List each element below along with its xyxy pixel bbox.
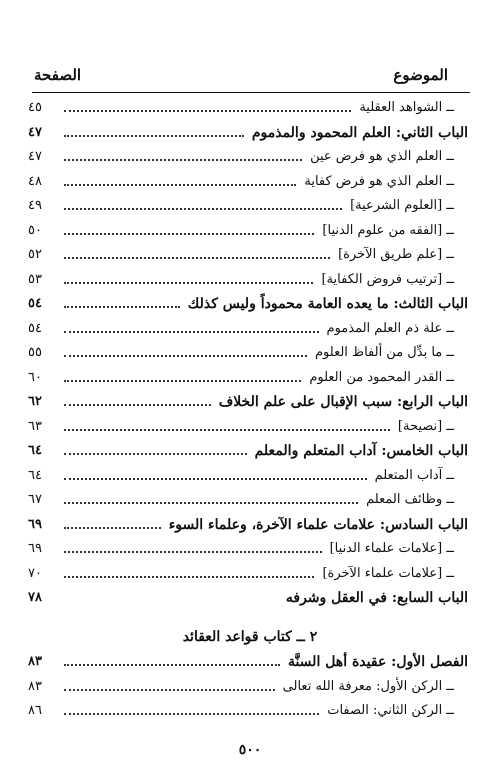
- toc-entry-row: [28, 193, 468, 215]
- toc-entry-title: ــ الشواهد العقلية: [359, 100, 454, 115]
- toc-entry-row: [28, 487, 468, 509]
- toc-entry-title: ــ [ترتيب فروض الكفاية]: [321, 271, 454, 287]
- toc-entry-title: ــ الركن الثاني: الصفات: [327, 703, 454, 718]
- toc-leader-dots: [64, 355, 307, 357]
- toc-leader-dots: [64, 159, 302, 161]
- toc-entry-row: [28, 95, 468, 117]
- toc-entry-page: ٨٣: [28, 654, 42, 669]
- toc-entry-page: ٦٢: [28, 394, 42, 409]
- toc-leader-dots: [64, 380, 301, 382]
- toc-entry-page: ٦٩: [28, 516, 42, 532]
- toc-entry-row: [28, 414, 468, 436]
- toc-entry-row: [28, 340, 468, 362]
- toc-entry-page: ٦٤: [28, 467, 42, 483]
- toc-entry-title: الباب الثالث: ما يعده العامة محموداً وليس كذلك: [187, 296, 468, 312]
- toc-entry-title: ــ [العلوم الشرعية]: [350, 198, 454, 213]
- toc-entry-title: ــ ما بدِّل من ألفاظ العلوم: [315, 345, 454, 360]
- toc-leader-dots: [64, 478, 367, 480]
- toc-leader-dots: [64, 664, 280, 666]
- toc-entry-page: ٦٧: [28, 492, 42, 507]
- toc-leader-dots: [64, 689, 275, 691]
- toc-entry-page: ٦٣: [28, 418, 42, 434]
- toc-chapter-row: [28, 389, 468, 411]
- toc-entry-title: ــ [الفقه من علوم الدنيا]: [322, 222, 454, 238]
- toc-entry-row: [28, 365, 468, 387]
- toc-entry-page: ٤٩: [28, 198, 42, 213]
- toc-chapter-row: [28, 120, 468, 142]
- toc-entry-page: ٨٣: [28, 678, 42, 694]
- toc-entry-title: الباب الرابع: سبب الإقبال على علم الخلاف: [218, 394, 468, 410]
- toc-entry-row: [28, 218, 468, 240]
- toc-entry-row: [28, 316, 468, 338]
- toc-entry-page: ٨٦: [28, 703, 42, 718]
- toc-entry-title: الباب الثاني: العلم المحمود والمذموم: [251, 124, 468, 141]
- toc-entry-page: ٦٤: [28, 443, 42, 458]
- toc-entry-title: ــ آداب المتعلم: [374, 467, 454, 483]
- toc-entry-page: ٤٧: [28, 124, 42, 140]
- toc-entry-title: الباب الخامس: آداب المتعلم والمعلم: [254, 443, 468, 459]
- toc-leader-dots: [64, 502, 358, 504]
- toc-leader-dots: [64, 135, 244, 137]
- toc-leader-dots: [64, 429, 390, 431]
- toc-entry-page: ٥٥: [28, 345, 42, 360]
- toc-entry-page: ٦٠: [28, 369, 42, 385]
- toc-entry-title: الباب السادس: علامات علماء الآخرة، وعلماء السوء: [168, 516, 468, 533]
- toc-entry-row: [28, 561, 468, 583]
- toc-entry-page: ٧٨: [28, 590, 42, 605]
- toc-leader-dots: [64, 713, 319, 715]
- toc-entry-page: ٤٨: [28, 173, 42, 189]
- toc-entry-row: [28, 242, 468, 264]
- toc-entry-title: ــ القدر المحمود من العلوم: [309, 369, 454, 385]
- toc-entry-title: ــ العلم الذي هو فرض عين: [310, 149, 454, 164]
- toc-entry-row: [28, 267, 468, 289]
- toc-entry-title: ــ [علم طريق الآخرة]: [338, 247, 454, 262]
- toc-leader-dots: [64, 233, 314, 235]
- toc-entry-page: ٥٣: [28, 271, 42, 287]
- toc-leader-dots: [64, 110, 351, 112]
- toc-entry-title: ــ [نصيحة]: [397, 418, 454, 434]
- toc-leader-dots: [64, 527, 161, 529]
- toc-entry-row: [28, 463, 468, 485]
- header-topic: الموضوع: [393, 66, 448, 84]
- toc-entry-title: ــ علة ذم العلم المذموم: [326, 320, 454, 336]
- book-title: ٢ ــ كتاب قواعد العقائد: [182, 629, 318, 645]
- toc-entry-page: ٥٠: [28, 222, 42, 238]
- toc-entry-row: [28, 169, 468, 191]
- toc-entry-page: ٦٩: [28, 541, 42, 556]
- toc-chapter-row: [28, 649, 468, 671]
- toc-entry-title: الفصل الأول: عقيدة أهل السنَّة: [287, 654, 468, 670]
- toc-entry-page: ٥٤: [28, 296, 42, 311]
- toc-leader-dots: [64, 282, 313, 284]
- toc-leader-dots: [64, 576, 314, 578]
- toc-entry-title: الباب السابع: في العقل وشرفه: [285, 590, 468, 606]
- toc-entry-page: ٥٢: [28, 247, 42, 262]
- toc-entry-page: ٤٧: [28, 149, 42, 164]
- toc-leader-dots: [64, 404, 211, 406]
- toc-leader-dots: [64, 453, 247, 455]
- toc-entry-title: ــ [علامات علماء الدنيا]: [329, 541, 454, 556]
- toc-chapter-row: [28, 512, 468, 534]
- page-number: ٥٠٠: [238, 742, 262, 758]
- toc-leader-dots: [64, 208, 342, 210]
- toc-entry-page: ٤٥: [28, 100, 42, 115]
- toc-leader-dots: [64, 331, 319, 333]
- toc-entry-row: [28, 144, 468, 166]
- toc-entry-row: [28, 674, 468, 696]
- toc-chapter-row: [28, 291, 468, 313]
- toc-entry-page: ٧٠: [28, 565, 42, 581]
- toc-entry-title: ــ العلم الذي هو فرض كفاية: [304, 173, 454, 189]
- toc-leader-dots: [64, 306, 180, 308]
- toc-entry-title: ــ الركن الأول: معرفة الله تعالى: [282, 678, 454, 694]
- toc-chapter-row: [28, 438, 468, 460]
- toc-chapter-row: [28, 585, 468, 607]
- header-rule: [32, 92, 470, 93]
- header-page: الصفحة: [34, 66, 82, 84]
- toc-entry-row: [28, 698, 468, 720]
- toc-entry-title: ــ [علامات علماء الآخرة]: [322, 565, 454, 581]
- toc-leader-dots: [64, 551, 322, 553]
- toc-leader-dots: [64, 184, 296, 186]
- toc-entry-title: ــ وظائف المعلم: [366, 492, 454, 507]
- toc-entry-page: ٥٤: [28, 320, 42, 336]
- toc-leader-dots: [64, 257, 330, 259]
- toc-entry-row: [28, 536, 468, 558]
